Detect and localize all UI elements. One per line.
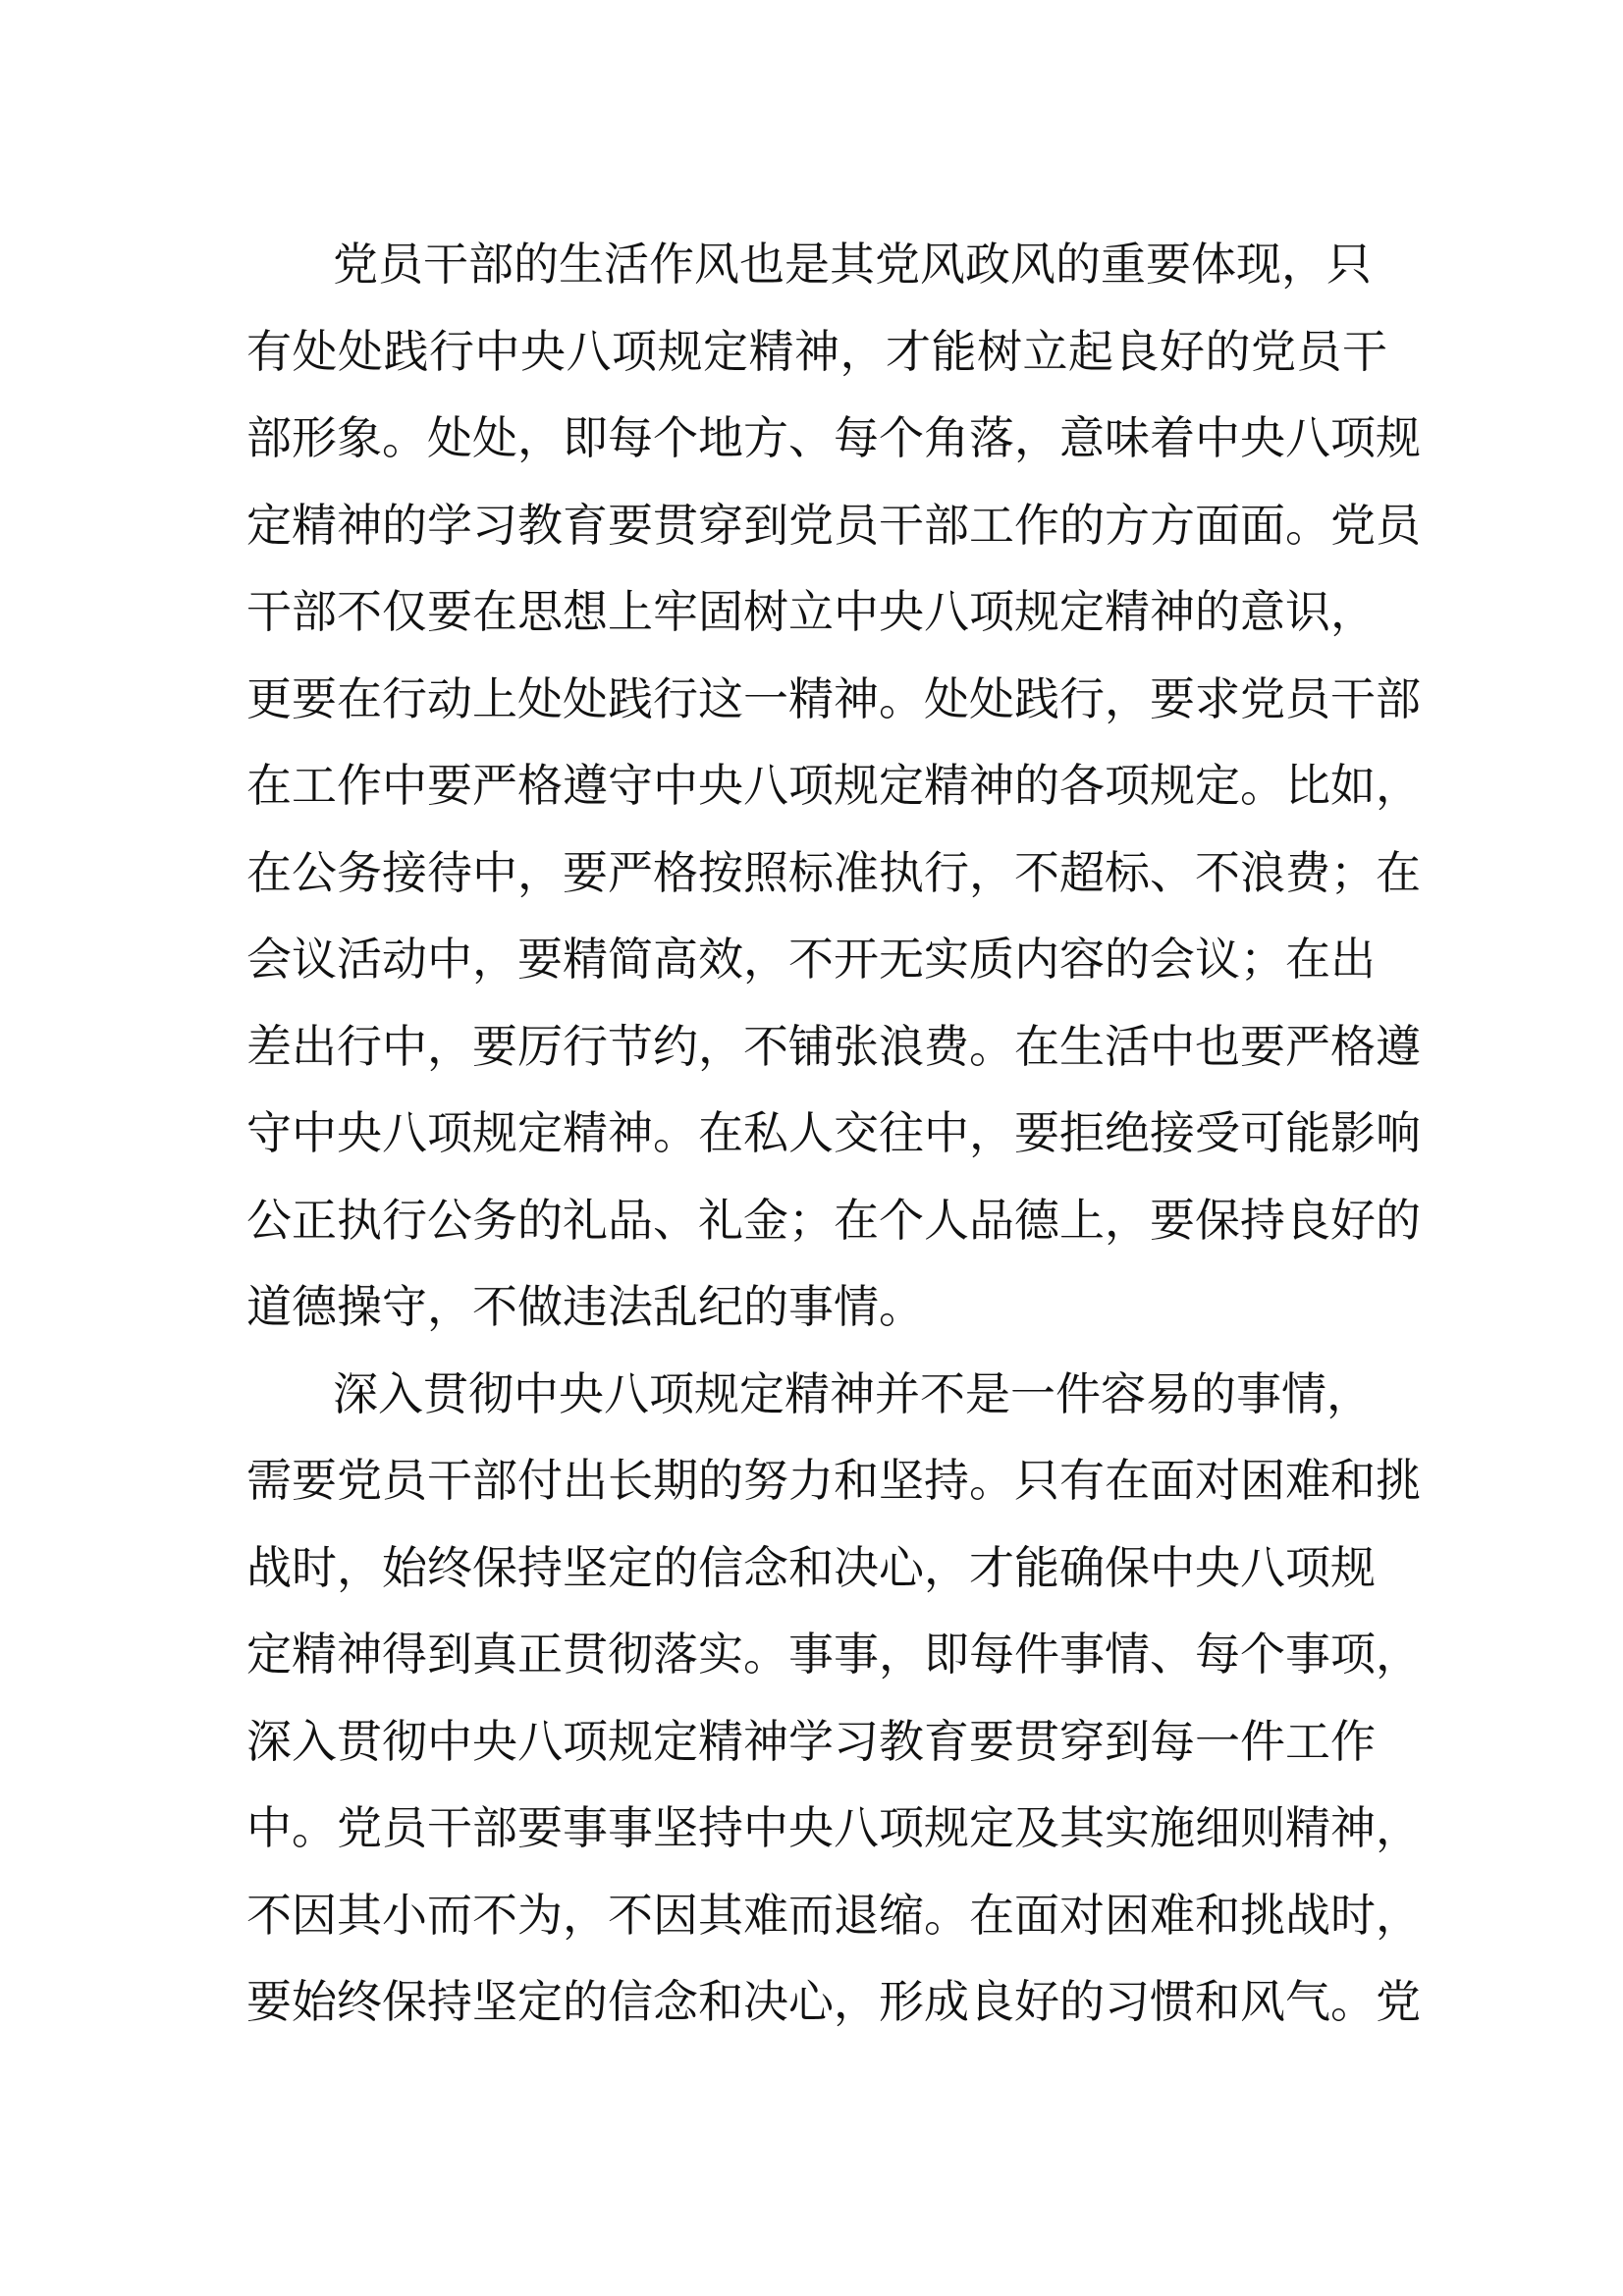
text-line: 道德操守，不做违法乱纪的事情。 [246, 1280, 924, 1333]
text-line: 守中央八项规定精神。在私人交往中，要拒绝接受可能影响 [246, 1106, 1421, 1159]
text-line: 差出行中，要厉行节约，不铺张浪费。在生活中也要严格遵 [246, 1019, 1421, 1073]
text-line: 定精神得到真正贯彻落实。事事，即每件事情、每个事项， [246, 1628, 1421, 1681]
body-text [246, 221, 1421, 2046]
text-line: 深入贯彻中央八项规定精神学习教育要贯穿到每一件工作 [246, 1714, 1376, 1768]
text-line: 中。党员干部要事事坚持中央八项规定及其实施细则精神， [246, 1801, 1421, 1854]
text-line: 在公务接待中，要严格按照标准执行，不超标、不浪费；在 [246, 845, 1421, 899]
text-line: 定精神的学习教育要贯穿到党员干部工作的方方面面。党员 [246, 498, 1421, 552]
text-line: 有处处践行中央八项规定精神，才能树立起良好的党员干 [246, 324, 1387, 378]
text-line: 更要在行动上处处践行这一精神。处处践行，要求党员干部 [246, 671, 1421, 725]
text-line: 深入贯彻中央八项规定精神并不是一件容易的事情， [333, 1366, 1372, 1420]
text-line: 需要党员干部付出长期的努力和坚持。只有在面对困难和挑 [246, 1454, 1421, 1507]
text-line: 战时，始终保持坚定的信念和决心，才能确保中央八项规 [246, 1540, 1376, 1594]
text-line: 在工作中要严格遵守中央八项规定精神的各项规定。比如， [246, 759, 1421, 812]
text-line: 公正执行公务的礼品、礼金；在个人品德上，要保持良好的 [246, 1193, 1421, 1247]
text-line: 不因其小而不为，不因其难而退缩。在面对困难和挑战时， [246, 1888, 1421, 1942]
text-line: 会议活动中，要精简高效，不开无实质内容的会议；在出 [246, 933, 1376, 986]
text-line: 党员干部的生活作风也是其党风政风的重要体现，只 [333, 238, 1372, 291]
text-line: 部形象。处处，即每个地方、每个角落，意味着中央八项规 [246, 411, 1421, 464]
text-line: 要始终保持坚定的信念和决心，形成良好的习惯和风气。党 [246, 1975, 1421, 2028]
text-line: 干部不仅要在思想上牢固树立中央八项规定精神的意识， [246, 585, 1376, 638]
